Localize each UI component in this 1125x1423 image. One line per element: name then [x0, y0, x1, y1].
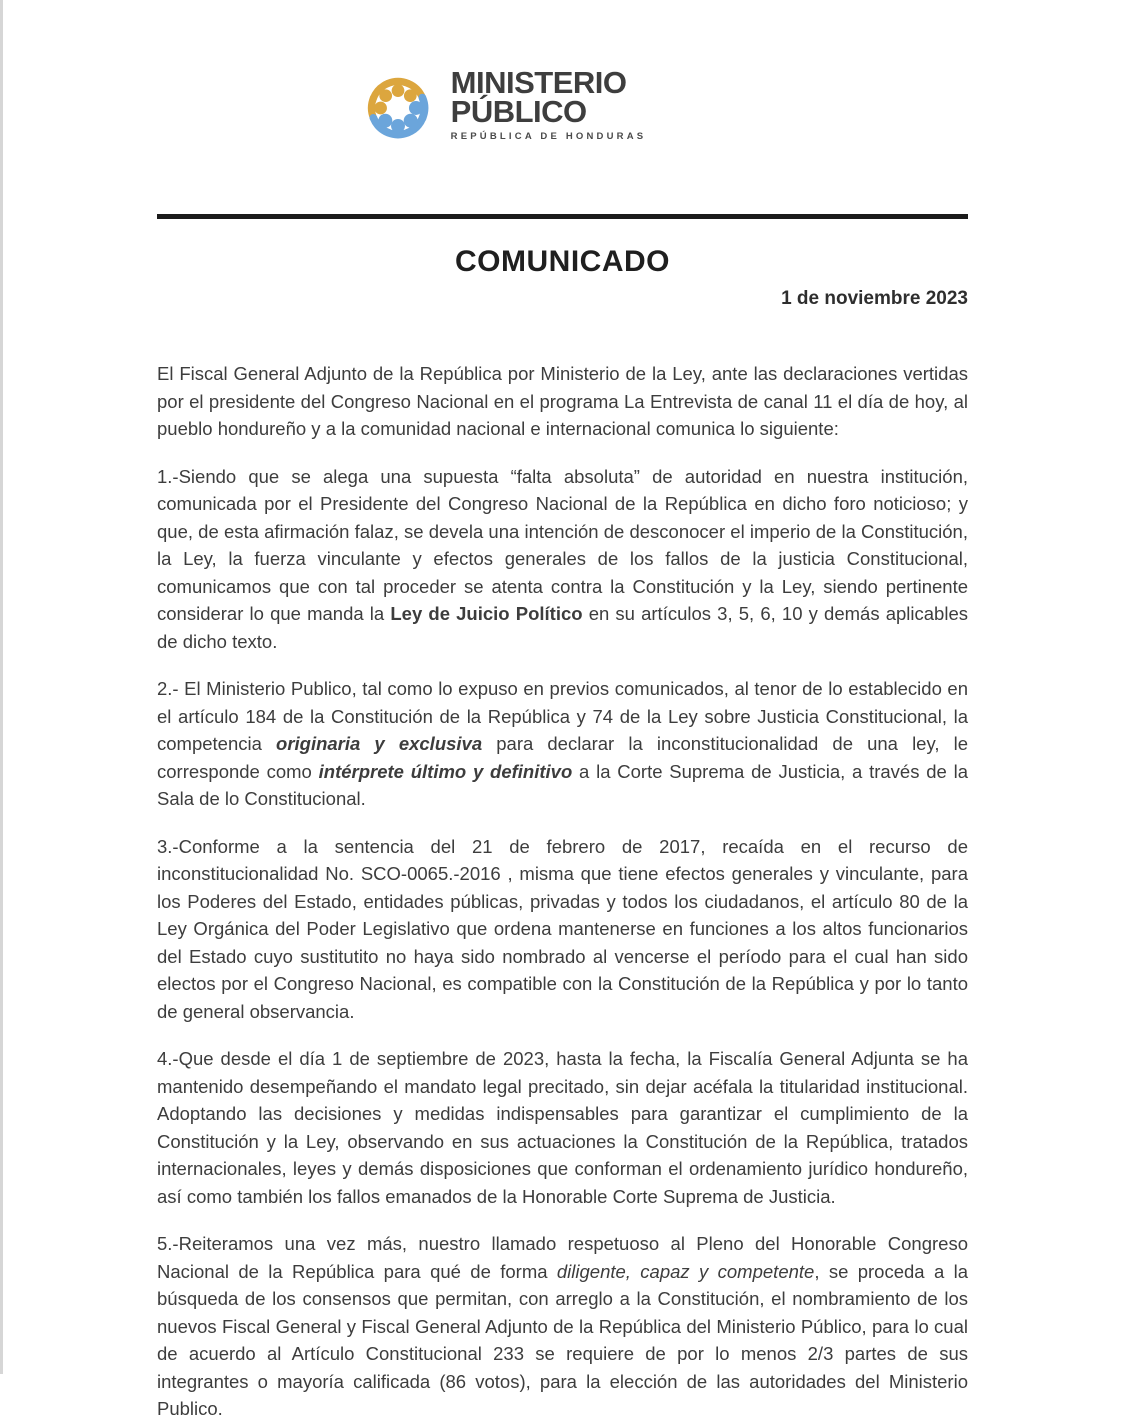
text-run: Ley de Juicio Político	[390, 603, 583, 624]
logo-title-line2: PÚBLICO	[450, 94, 587, 129]
numbered-paragraph-5	[157, 1230, 968, 1423]
horizontal-rule	[157, 214, 968, 219]
logo-subtitle: REPÚBLICA DE HONDURAS	[450, 131, 647, 142]
numbered-paragraph-3	[157, 833, 968, 1026]
people-circle-emblem-icon	[355, 62, 441, 154]
scanned-page-left-edge	[0, 0, 3, 1374]
text-run: 5.-Reiteramos una vez más, nuestro llamado respetuoso al Pleno del Honorable Congreso Nacional de la República para qué de forma	[157, 1233, 968, 1282]
ministerio-publico-logo	[95, 0, 906, 154]
document-date: 1 de noviembre 2023	[781, 288, 968, 309]
document-body	[157, 360, 968, 1423]
document-title: COMUNICADO	[455, 245, 670, 278]
text-run: , se proceda a la búsqueda de los consensos que permitan, con arreglo a la Constitución, el nombramiento de los nuevos Fiscal General y Fiscal General Adjunto de la República del Ministerio Público, para lo cual de acuerdo al Artículo Constitucional 233 se requiere de por lo menos 2/3 partes de sus integrantes o mayoría calificada (86 votos), para la elección de las autoridades del Ministerio Publico.	[157, 1260, 968, 1419]
text-run: El Fiscal General Adjunto de la República por Ministerio de la Ley, ante las declaraciones vertidas por el presidente del Congreso Nacional en el programa La Entrevista de canal 11 el día de hoy, al pueblo hondureño y a la comunidad nacional e internacional comunica lo siguiente:	[157, 363, 968, 439]
text-run: 3.-Conforme a la sentencia del 21 de febrero de 2017, recaída en el recurso de inconstitucionalidad No. SCO-0065.-2016 , misma que tiene efectos generales y vinculante, para los Poderes del Estado, entidades públicas, privadas y todos los ciudadanos, el artículo 80 de la Ley Orgánica del Poder Legislativo que ordena mantenerse en funciones a los altos funcionarios del Estado cuyo sustitutito no haya sido nombrado al vencerse el período para el cual han sido electos por el Congreso Nacional, es compatible con la Constitución de la República y por lo tanto de general observancia.	[157, 835, 968, 1022]
numbered-paragraph-2	[157, 675, 968, 813]
logo-title-line1: MINISTERIO	[450, 65, 627, 100]
numbered-paragraph-4	[157, 1045, 968, 1210]
text-run: a la Corte Suprema de Justicia, a través de la Sala de lo Constitucional.	[157, 760, 968, 809]
logo-wordmark	[451, 62, 647, 142]
text-run: originaria y exclusiva	[276, 733, 483, 754]
text-run: 4.-Que desde el día 1 de septiembre de 2023, hasta la fecha, la Fiscalía General Adjunta se ha mantenido desempeñando el mandato legal precitado, sin dejar acéfala la titularidad institucional. Adoptando las decisiones y medidas indispensables para garantizar el cumplimiento de la Constitución y la Ley, observando en sus actuaciones la Constitución de la República, tratados internacionales, leyes y demás disposiciones que conforman el ordenamiento jurídico hondureño, así como también los fallos emanados de la Honorable Corte Suprema de Justicia.	[157, 1048, 968, 1207]
text-run: 2.- El Ministerio Publico, tal como lo expuso en previos comunicados, al tenor de lo establecido en el artículo 184 de la Constitución de la República y 74 de la Ley sobre Justicia Constitucional, la competencia	[157, 678, 968, 754]
intro-paragraph	[157, 360, 968, 443]
text-run: para declarar la inconstitucionalidad de una ley, le corresponde como	[157, 733, 968, 782]
text-run: intérprete último y definitivo	[318, 760, 573, 782]
text-run: en su artículos 3, 5, 6, 10 y demás aplicables de dicho texto.	[157, 603, 968, 652]
numbered-paragraph-1	[157, 463, 968, 656]
text-run: diligente, capaz y competente	[556, 1260, 815, 1282]
text-run: 1.-Siendo que se alega una supuesta “falta absoluta” de autoridad en nuestra institución, comunicada por el Presidente del Congreso Nacional de la República en dicho foro noticioso; y que, de esta afirmación falaz, se devela una intención de desconocer el imperio de la Constitución, la Ley, la fuerza vinculante y efectos generales de los fallos de la justicia Constitucional, comunicamos que con tal proceder se atenta contra la Constitución y la Ley, siendo pertinente considerar lo que manda la	[157, 465, 968, 624]
